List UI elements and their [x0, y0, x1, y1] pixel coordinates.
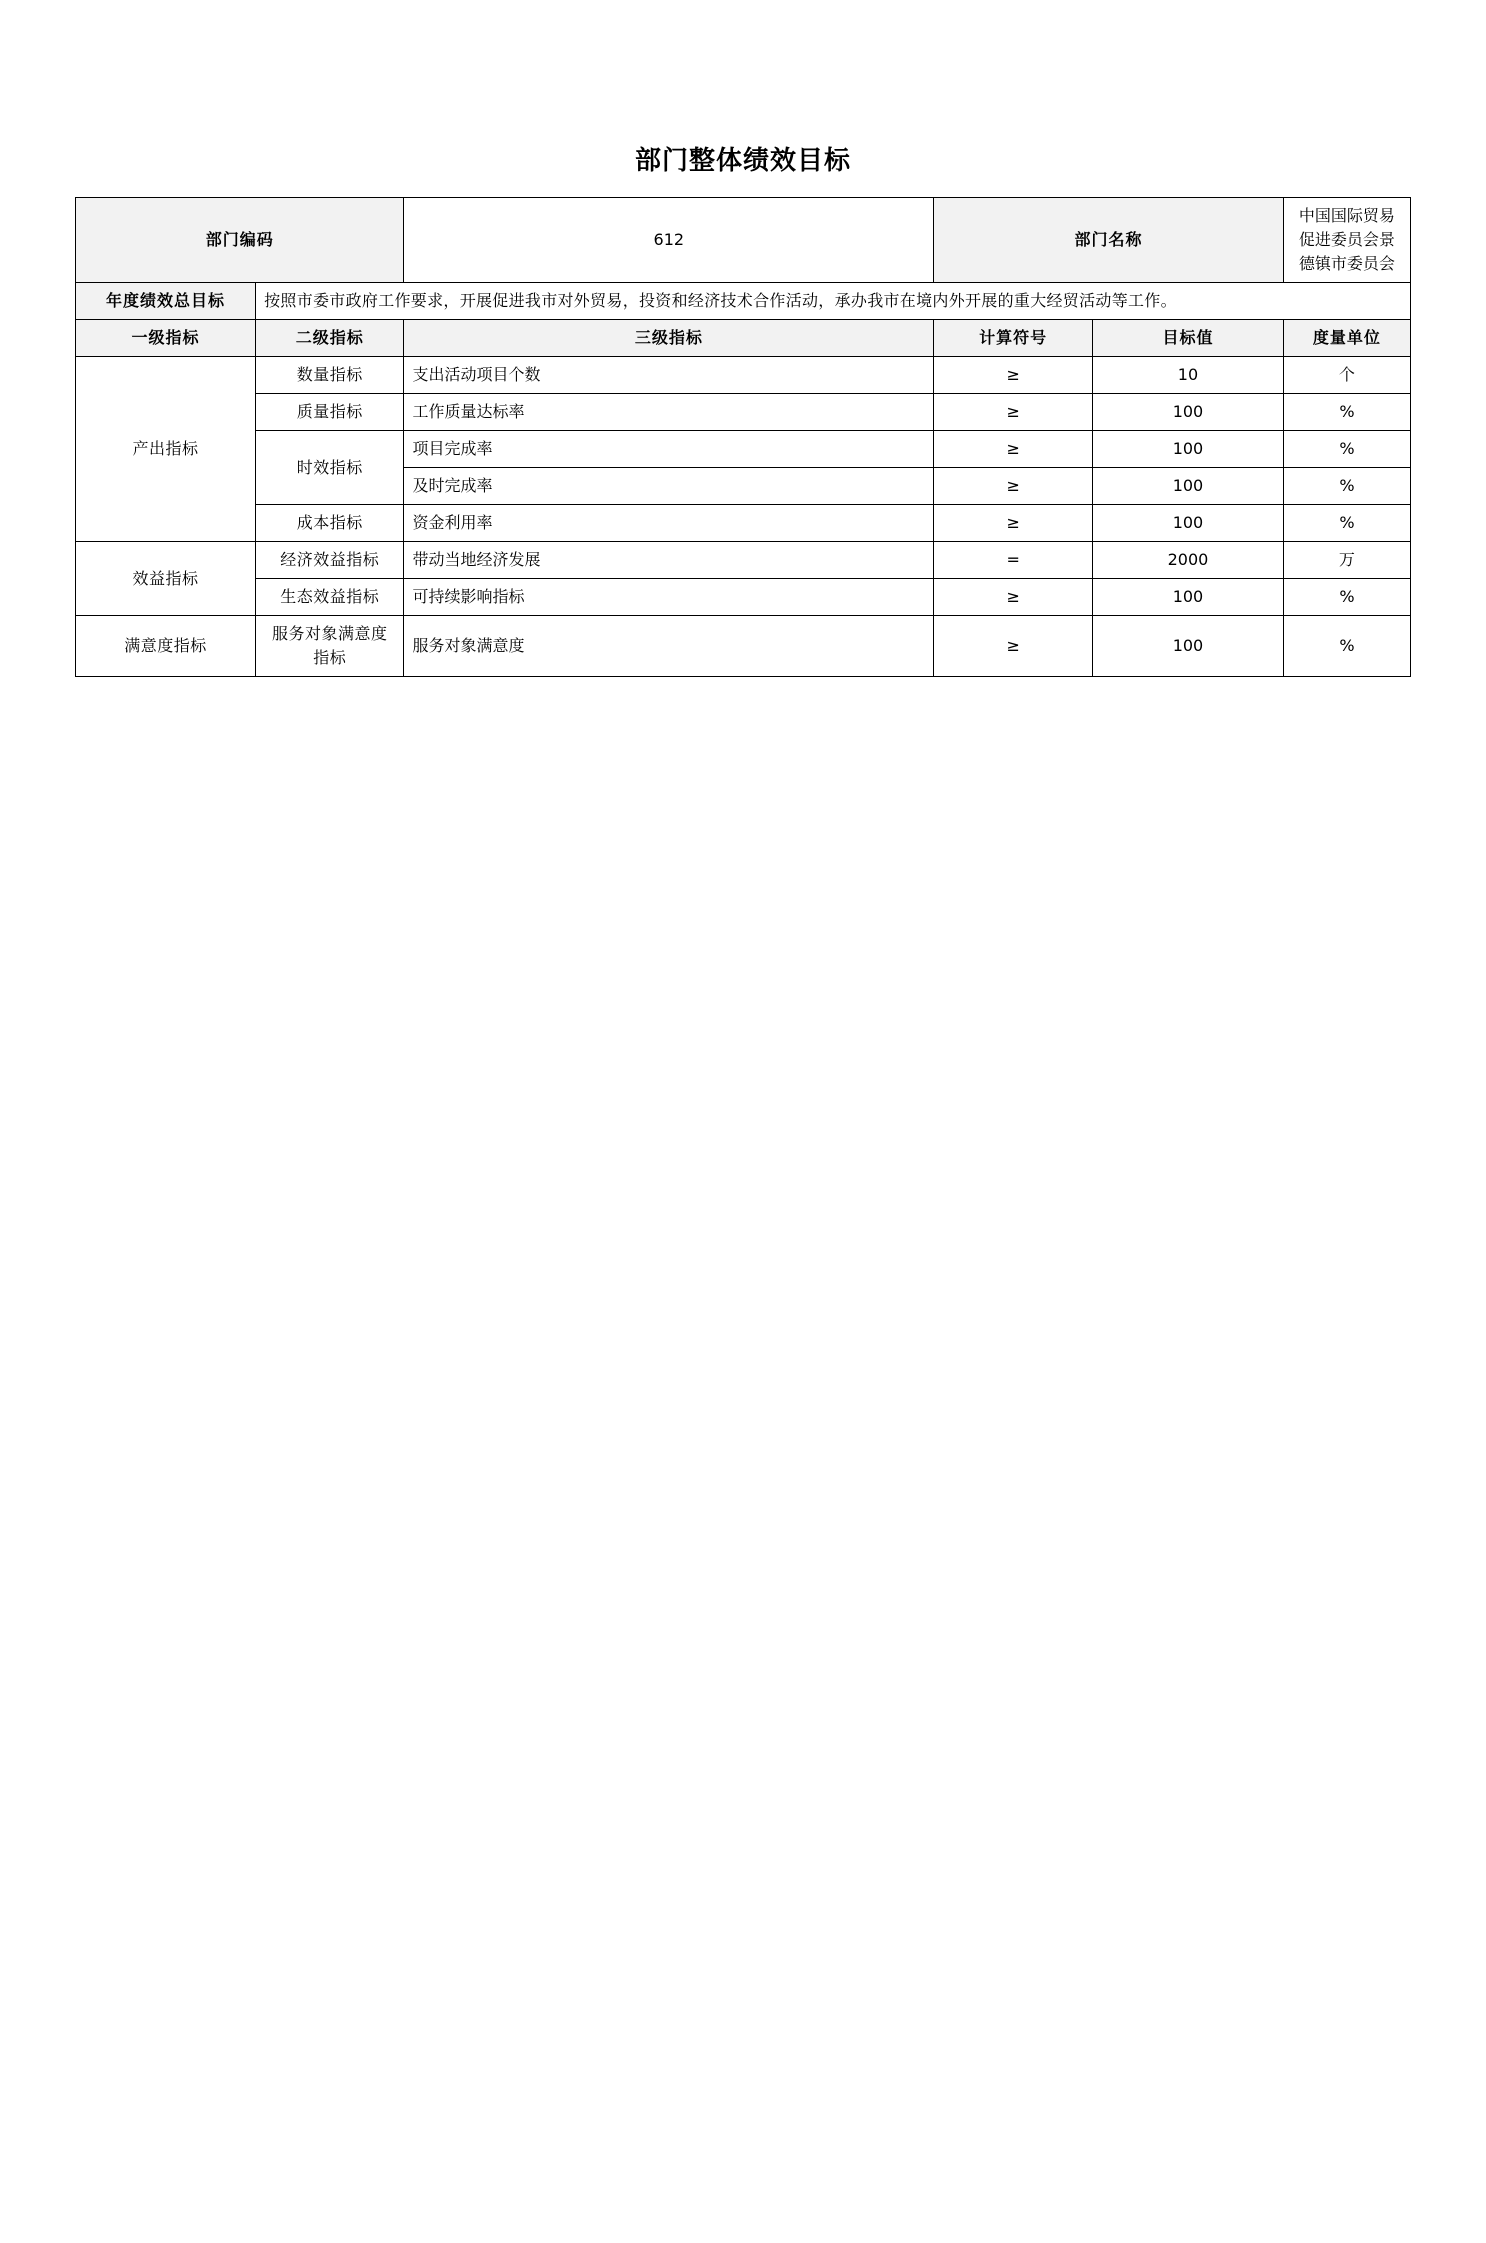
level2-quality: 质量指标 — [256, 394, 404, 431]
target-value: 100 — [1093, 616, 1284, 677]
level2-economic-benefit: 经济效益指标 — [256, 542, 404, 579]
level3-indicator: 带动当地经济发展 — [404, 542, 934, 579]
performance-goal-table — [75, 197, 1411, 677]
level2-quantity: 数量指标 — [256, 357, 404, 394]
document-page — [0, 140, 1486, 2243]
column-header-unit: 度量单位 — [1283, 320, 1410, 357]
table-row — [76, 505, 1411, 542]
calc-symbol: ≥ — [934, 579, 1093, 616]
dept-code-value: 612 — [404, 198, 934, 283]
table-row — [76, 357, 1411, 394]
measure-unit: % — [1283, 579, 1410, 616]
measure-unit: 个 — [1283, 357, 1410, 394]
table-row — [76, 616, 1411, 677]
level1-output: 产出指标 — [76, 357, 256, 542]
calc-symbol: ≥ — [934, 394, 1093, 431]
annual-goal-label: 年度绩效总目标 — [76, 283, 256, 320]
target-value: 2000 — [1093, 542, 1284, 579]
measure-unit: % — [1283, 431, 1410, 468]
calc-symbol: ≥ — [934, 357, 1093, 394]
target-value: 100 — [1093, 468, 1284, 505]
table-header-row — [76, 320, 1411, 357]
level2-timeliness: 时效指标 — [256, 431, 404, 505]
level2-cost: 成本指标 — [256, 505, 404, 542]
table-row — [76, 579, 1411, 616]
level1-benefit: 效益指标 — [76, 542, 256, 616]
target-value: 100 — [1093, 579, 1284, 616]
level2-ecological-benefit: 生态效益指标 — [256, 579, 404, 616]
measure-unit: 万 — [1283, 542, 1410, 579]
calc-symbol: ≥ — [934, 505, 1093, 542]
measure-unit: % — [1283, 505, 1410, 542]
target-value: 100 — [1093, 431, 1284, 468]
column-header-target: 目标值 — [1093, 320, 1284, 357]
column-header-symbol: 计算符号 — [934, 320, 1093, 357]
measure-unit: % — [1283, 394, 1410, 431]
column-header-level1: 一级指标 — [76, 320, 256, 357]
column-header-level2: 二级指标 — [256, 320, 404, 357]
dept-info-row — [76, 198, 1411, 283]
level3-indicator: 支出活动项目个数 — [404, 357, 934, 394]
level2-service-satisfaction: 服务对象满意度指标 — [256, 616, 404, 677]
level3-indicator: 及时完成率 — [404, 468, 934, 505]
annual-goal-text: 按照市委市政府工作要求，开展促进我市对外贸易，投资和经济技术合作活动，承办我市在境内外开展的重大经贸活动等工作。 — [256, 283, 1411, 320]
level3-indicator: 服务对象满意度 — [404, 616, 934, 677]
calc-symbol: ≥ — [934, 468, 1093, 505]
dept-code-label: 部门编码 — [76, 198, 404, 283]
calc-symbol: ≥ — [934, 431, 1093, 468]
measure-unit: % — [1283, 616, 1410, 677]
dept-name-label: 部门名称 — [934, 198, 1284, 283]
page-title: 部门整体绩效目标 — [634, 146, 851, 176]
target-value: 100 — [1093, 505, 1284, 542]
dept-name-value: 中国国际贸易促进委员会景德镇市委员会 — [1283, 198, 1410, 283]
level3-indicator: 项目完成率 — [404, 431, 934, 468]
annual-goal-row — [76, 283, 1411, 320]
target-value: 100 — [1093, 394, 1284, 431]
column-header-level3: 三级指标 — [404, 320, 934, 357]
table-row — [76, 431, 1411, 468]
level1-satisfaction: 满意度指标 — [76, 616, 256, 677]
level3-indicator: 可持续影响指标 — [404, 579, 934, 616]
calc-symbol: ≥ — [934, 616, 1093, 677]
target-value: 10 — [1093, 357, 1284, 394]
table-row — [76, 394, 1411, 431]
calc-symbol: = — [934, 542, 1093, 579]
table-row — [76, 542, 1411, 579]
level3-indicator: 工作质量达标率 — [404, 394, 934, 431]
measure-unit: % — [1283, 468, 1410, 505]
level3-indicator: 资金利用率 — [404, 505, 934, 542]
